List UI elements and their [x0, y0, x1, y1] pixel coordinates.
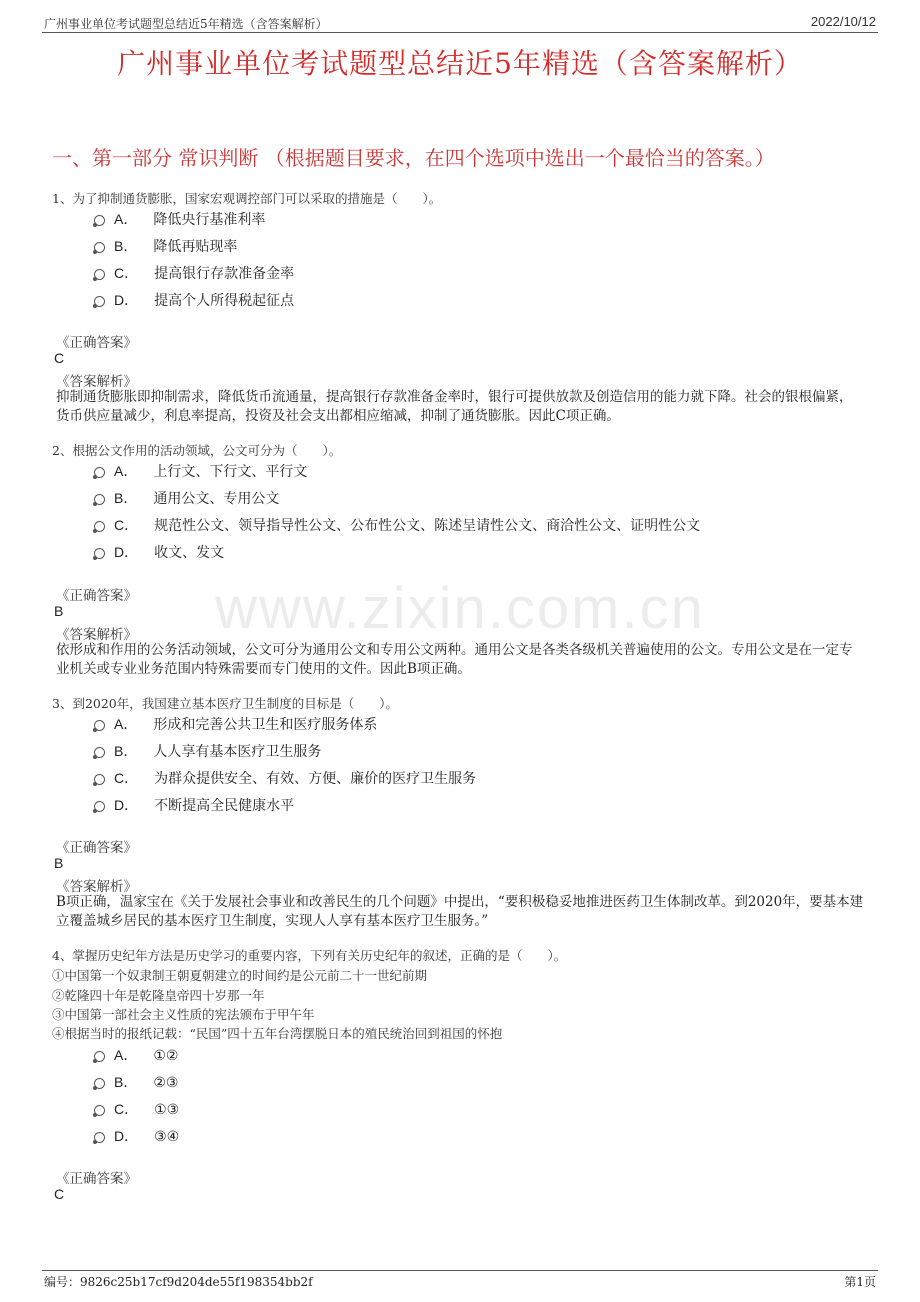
question-3-stem: 3、到2020年，我国建立基本医疗卫生制度的目标是（ ）。 — [52, 696, 399, 711]
question-1-answer: C — [54, 350, 65, 366]
watermark: www.zixin.com.cn — [215, 576, 705, 641]
document-title: 广州事业单位考试题型总结近5年精选（含答案解析） — [117, 47, 803, 80]
question-4-note-1: ①中国第一个奴隶制王朝夏朝建立的时间约是公元前二十一世纪前期 — [52, 968, 428, 983]
question-4-option-a[interactable]: A． ①② — [94, 1045, 178, 1065]
radio-icon[interactable] — [94, 494, 105, 505]
question-3-answer: B — [54, 855, 64, 871]
radio-icon[interactable] — [94, 467, 105, 478]
analysis-label: 《答案解析》 — [56, 879, 137, 895]
radio-icon[interactable] — [94, 774, 105, 785]
question-2-option-b[interactable]: B． 通用公文、专用公文 — [94, 488, 279, 508]
question-1-analysis: 抑制通货膨胀即抑制需求，降低货币流通量，提高银行存款准备金率时，银行可提供放款及创造信用的能力就下降。社会的银根偏紧，货币供应量减少，利息率提高，投资及社会支出都相应缩减，抑制了通货膨胀。因此C项正确。 — [56, 389, 853, 424]
radio-icon[interactable] — [94, 521, 105, 532]
radio-icon[interactable] — [94, 720, 105, 731]
question-4-note-2: ②乾隆四十年是乾隆皇帝四十岁那一年 — [52, 988, 265, 1003]
question-2-analysis: 依形成和作用的公务活动领域，公文可分为通用公文和专用公文两种。通用公文是各类各级机关普遍使用的公文。专用公文是在一定专业机关或专业业务范围内特殊需要而专门使用的文件。因此B项正确。 — [56, 642, 853, 677]
radio-icon[interactable] — [94, 1078, 105, 1089]
question-1-option-a[interactable]: A． 降低央行基准利率 — [94, 209, 265, 229]
question-4-option-b[interactable]: B． ②③ — [94, 1072, 178, 1092]
radio-icon[interactable] — [94, 215, 105, 226]
answer-label: 《正确答案》 — [56, 335, 137, 351]
question-1-option-b[interactable]: B． 降低再贴现率 — [94, 236, 237, 256]
question-1-option-c[interactable]: C． 提高银行存款准备金率 — [94, 263, 294, 283]
question-1-option-d[interactable]: D． 提高个人所得税起征点 — [94, 290, 294, 310]
question-1-stem: 1、为了抑制通货膨胀，国家宏观调控部门可以采取的措施是（ ）。 — [52, 191, 442, 206]
radio-icon[interactable] — [94, 1051, 105, 1062]
section-heading: 一、第一部分 常识判断 （根据题目要求，在四个选项中选出一个最恰当的答案。） — [52, 146, 775, 170]
question-4-option-c[interactable]: C． ①③ — [94, 1099, 179, 1119]
radio-icon[interactable] — [94, 242, 105, 253]
question-2-option-c[interactable]: C． 规范性公文、领导指导性公文、公布性公文、陈述呈请性公文、商洽性公文、证明性公文 — [94, 515, 700, 535]
radio-icon[interactable] — [94, 1132, 105, 1143]
question-4-answer: C — [54, 1186, 65, 1202]
question-2-option-a[interactable]: A． 上行文、下行文、平行文 — [94, 461, 307, 481]
question-2-stem: 2、根据公文作用的活动领域，公文可分为（ ）。 — [52, 443, 342, 458]
question-3-analysis: B项正确，温家宝在《关于发展社会事业和改善民生的几个问题》中提出，“要积极稳妥地推进医药卫生体制改革。到2020年，要基本建立覆盖城乡居民的基本医疗卫生制度，实现人人享有基本医疗卫生服务。” — [56, 894, 864, 929]
question-3-option-a[interactable]: A． 形成和完善公共卫生和医疗服务体系 — [94, 714, 377, 734]
page-footer — [42, 1270, 878, 1293]
question-4-note-3: ③中国第一部社会主义性质的宪法颁布于甲午年 — [52, 1007, 315, 1022]
page-header — [42, 10, 878, 33]
question-4-option-d[interactable]: D． ③④ — [94, 1126, 179, 1146]
radio-icon[interactable] — [94, 548, 105, 559]
question-3-option-d[interactable]: D． 不断提高全民健康水平 — [94, 795, 294, 815]
header-date: 2022/10/12 — [810, 14, 876, 29]
answer-label: 《正确答案》 — [56, 840, 137, 856]
radio-icon[interactable] — [94, 801, 105, 812]
question-2-option-d[interactable]: D． 收文、发文 — [94, 542, 224, 562]
question-4-note-4: ④根据当时的报纸记载：“民国”四十五年台湾摆脱日本的殖民统治回到祖国的怀抱 — [52, 1026, 503, 1041]
question-2-answer: B — [54, 603, 64, 619]
radio-icon[interactable] — [94, 1105, 105, 1116]
header-doc-title: 广州事业单位考试题型总结近5年精选（含答案解析） — [44, 17, 328, 31]
footer-doc-code: 编号：9826c25b17cf9d204de55f198354bb2f — [44, 1275, 313, 1289]
analysis-label: 《答案解析》 — [56, 374, 137, 390]
answer-label: 《正确答案》 — [56, 588, 137, 604]
radio-icon[interactable] — [94, 269, 105, 280]
analysis-label: 《答案解析》 — [56, 627, 137, 643]
footer-page-number: 第1页 — [844, 1275, 876, 1289]
radio-icon[interactable] — [94, 296, 105, 307]
question-3-option-c[interactable]: C． 为群众提供安全、有效、方便、廉价的医疗卫生服务 — [94, 768, 476, 788]
question-4-stem: 4、掌握历史纪年方法是历史学习的重要内容，下列有关历史纪年的叙述，正确的是（ ）。 — [52, 948, 567, 963]
radio-icon[interactable] — [94, 747, 105, 758]
answer-label: 《正确答案》 — [56, 1171, 137, 1187]
question-3-option-b[interactable]: B． 人人享有基本医疗卫生服务 — [94, 741, 321, 761]
